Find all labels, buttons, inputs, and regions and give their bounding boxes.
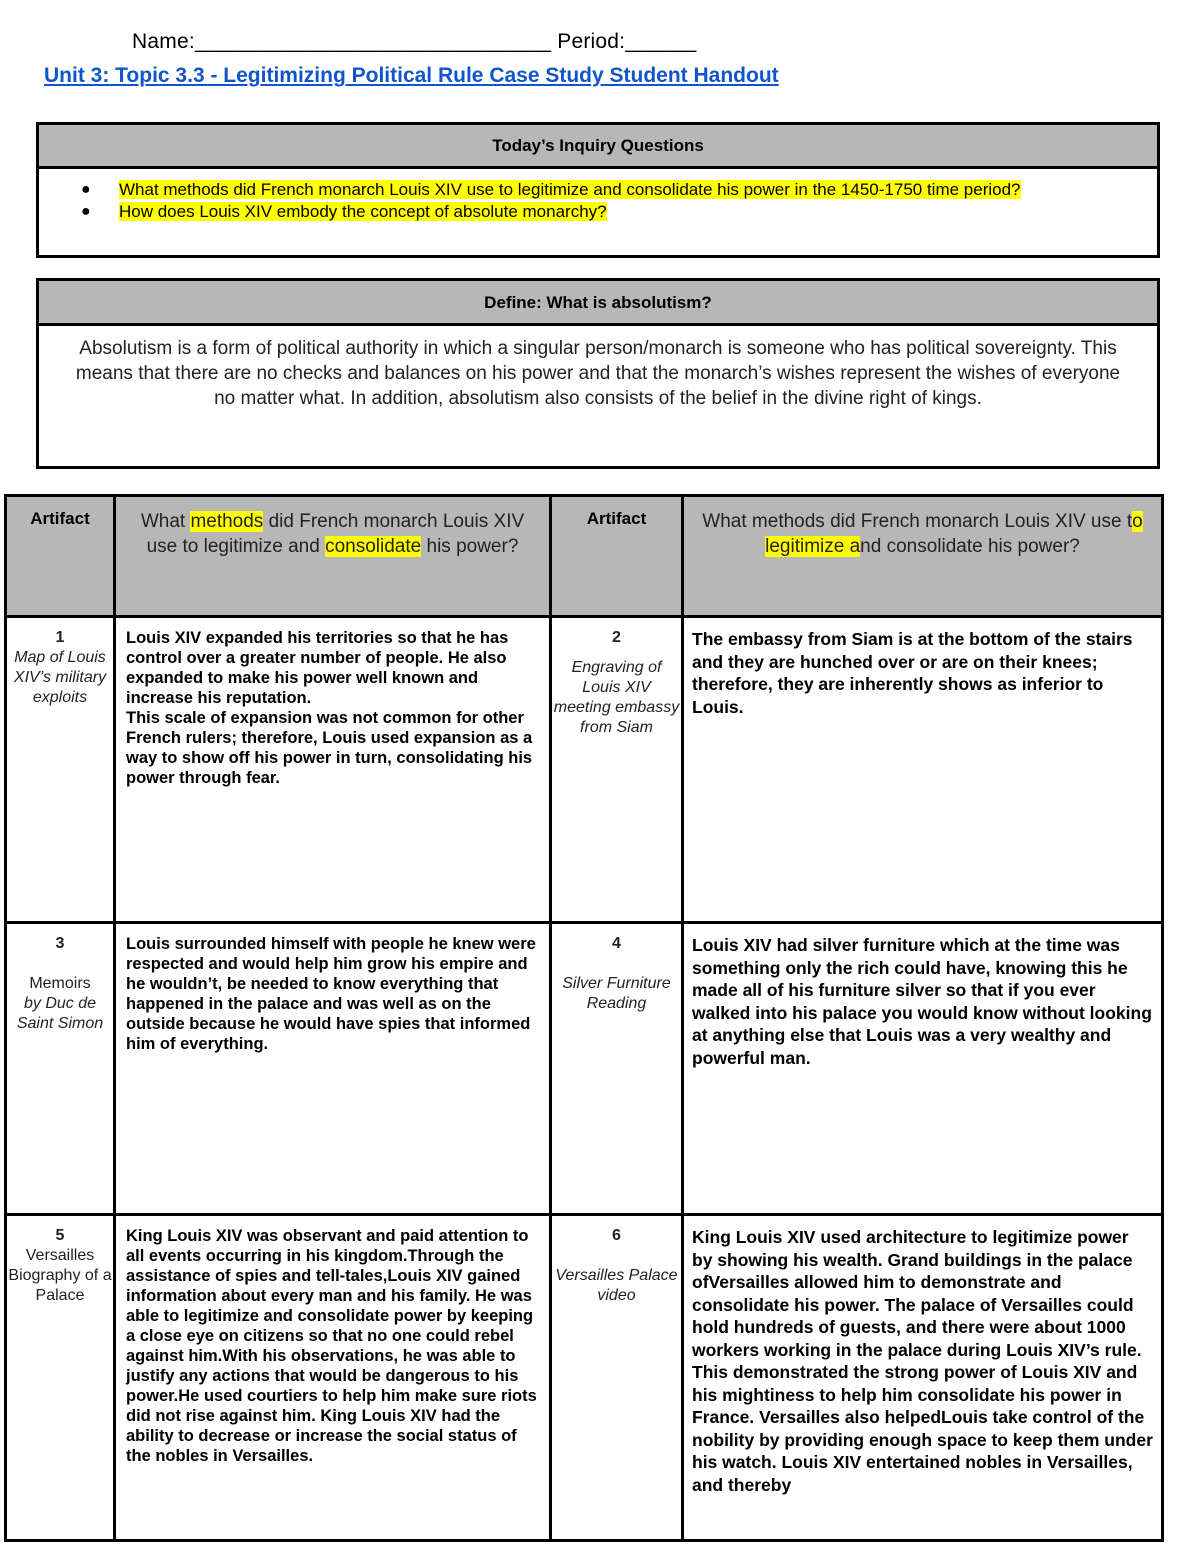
definition-heading: Define: What is absolutism? — [39, 281, 1157, 326]
artifact-cell — [551, 1215, 683, 1541]
question-text: How does Louis XIV embody the concept of absolute monarchy? — [119, 202, 607, 221]
bullet-icon: ● — [81, 203, 91, 220]
q-highlight: methods — [190, 511, 264, 532]
q-text: his power? — [421, 536, 519, 557]
artifact-cell — [6, 1215, 115, 1541]
artifact-label: Map of Louis XIV’s military exploits — [13, 649, 107, 706]
artifact-cell — [551, 923, 683, 1215]
question-text: What methods did French monarch Louis XIV use to legitimize and consolidate his power in the 1450-1750 time period? — [119, 180, 1021, 199]
answer-cell[interactable]: Louis XIV had silver furniture which at the time was something only the rich could have, knowing this he made all of his furniture silver so that if you ever walked into his palace you would know without looking at anything else that Louis was a very wealthy and powerful man. — [683, 923, 1163, 1215]
definition-box — [36, 278, 1160, 469]
table-header-row — [6, 496, 1163, 617]
table-row — [6, 1215, 1163, 1541]
artifact-label: Silver Furniture Reading — [562, 975, 671, 1012]
inquiry-question-1 — [39, 179, 1157, 201]
q-highlight: consolidate — [325, 536, 422, 557]
question-header-right — [683, 496, 1163, 617]
artifact-number: 1 — [55, 629, 65, 646]
artifact-number: 6 — [612, 1227, 621, 1244]
answer-cell[interactable]: King Louis XIV used architecture to legitimize power by showing his wealth. Grand buildings in the palace ofVersailles allowed him to demonstrate and consolidate his power. The palace of Versailles could hold hundreds of guests, and there were about 1000 workers working in the palace during Louis XIV’s rule. This demonstrated the strong power of Louis XIV and his mightiness to help him consolidate his power in France. Versailles also helpedLouis take control of the nobility by providing enough space to keep them under his watch. Louis XIV entertained nobles in Versailles, and thereby — [683, 1215, 1163, 1541]
artifact-header-left: Artifact — [6, 496, 115, 617]
page-title[interactable]: Unit 3: Topic 3.3 - Legitimizing Political Rule Case Study Student Handout — [44, 64, 779, 87]
answer-cell[interactable]: The embassy from Siam is at the bottom of the stairs and they are hunched over or are on their knees; therefore, they are inherently shows as inferior to Louis. — [683, 617, 1163, 923]
table-row — [6, 923, 1163, 1215]
artifact-number: 3 — [55, 935, 65, 952]
artifact-cell — [551, 617, 683, 923]
artifact-cell — [6, 617, 115, 923]
q-highlight: o legitimize a — [765, 511, 1143, 557]
answer-cell[interactable]: Louis surrounded himself with people he knew were respected and would help him grow his empire and he wouldn’t, be needed to know everything that happened in the palace and was well as on the outside because he would have spies that informed him of everything. — [115, 923, 551, 1215]
artifact-label-rest: by Duc de Saint Simon — [16, 995, 104, 1032]
artifact-label: Versailles Biography of a Palace — [8, 1247, 112, 1304]
q-text: What methods did French monarch Louis XIV use t — [702, 511, 1133, 532]
inquiry-heading: Today’s Inquiry Questions — [39, 125, 1157, 169]
artifact-label: Versailles Palace video — [555, 1267, 678, 1304]
inquiry-list — [39, 169, 1157, 223]
table-row — [6, 617, 1163, 923]
bullet-icon: ● — [81, 181, 91, 198]
artifact-number: 5 — [55, 1227, 65, 1244]
answer-cell[interactable]: Louis XIV expanded his territories so that he has control over a greater number of people. He also expanded to make his power well known and increase his reputation. This scale of expansion was not common for other French rulers; therefore, Louis used expansion as a way to show off his power in turn, consolidating his power through fear. — [115, 617, 551, 923]
artifact-number: 4 — [612, 935, 621, 952]
artifact-cell — [6, 923, 115, 1215]
artifact-table — [4, 494, 1164, 1542]
q-text: did French monarch Louis XIV use to legitimize and — [146, 511, 525, 557]
inquiry-question-2 — [39, 201, 1157, 223]
answer-cell[interactable]: King Louis XIV was observant and paid attention to all events occurring in his kingdom.Through the assistance of spies and tell-tales,Louis XIV gained information about every man and his family. He was able to legitimize and consolidate power by keeping a close eye on citizens so that no one could rebel against him.With his observations, he was able to justify any actions that would be dangerous to his power.He used courtiers to help him make sure riots did not rise against him. King Louis XIV had the ability to decrease or increase the social status of the nobles in Versailles. — [115, 1215, 551, 1541]
name-period-line: Name:______________________________ Period:______ — [132, 30, 697, 53]
artifact-number: 2 — [612, 629, 621, 646]
definition-body[interactable]: Absolutism is a form of political authority in which a singular person/monarch is someone who has political sovereignty. This means that there are no checks and balances on his power and that the monarch’s wishes represent the wishes of everyone no matter what. In addition, absolutism also consists of the belief in the divine right of kings. — [75, 338, 1121, 409]
q-text: What — [140, 511, 191, 532]
artifact-label-prefix: Memoirs — [29, 975, 91, 992]
question-header-left — [115, 496, 551, 617]
q-text: nd consolidate his power? — [860, 536, 1080, 557]
artifact-label: Engraving of Louis XIV meeting embassy from Siam — [553, 659, 680, 736]
artifact-header-right: Artifact — [551, 496, 683, 617]
inquiry-questions-box — [36, 122, 1160, 258]
